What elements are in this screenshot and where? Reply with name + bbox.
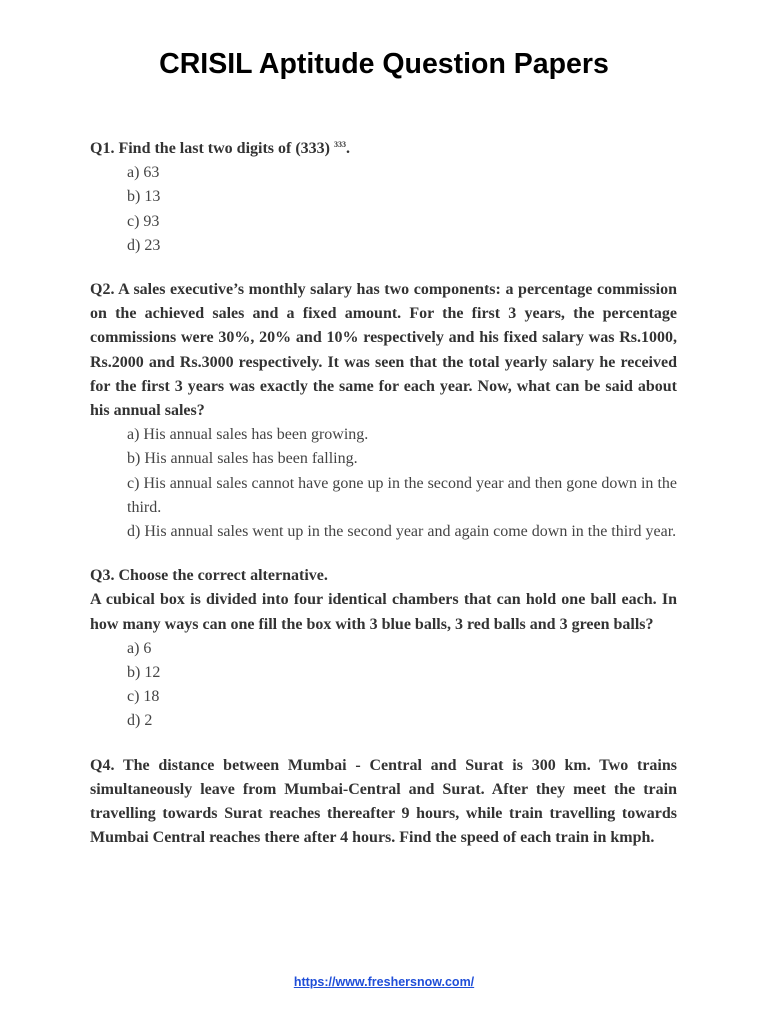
question-3-option-b: b) 12 bbox=[127, 664, 161, 682]
question-3-text: Choose the correct alternative. bbox=[118, 567, 328, 585]
question-2-option-b: b) His annual sales has been falling. bbox=[127, 450, 358, 468]
question-1-option-b: b) 13 bbox=[127, 188, 161, 206]
question-3-options bbox=[90, 637, 677, 734]
question-1-period: . bbox=[346, 140, 351, 157]
footer-link[interactable]: https://www.freshersnow.com/ bbox=[293, 975, 475, 989]
question-1-stem bbox=[90, 137, 677, 161]
question-1-option-a: a) 63 bbox=[127, 164, 160, 182]
question-3-option-c: c) 18 bbox=[127, 688, 160, 706]
question-list bbox=[90, 137, 677, 870]
question-1 bbox=[90, 137, 677, 258]
question-2-text: A sales executive’s monthly salary has two components: a percentage commission on the achieved sales and a fixed amount. For the first 3 years, the percentage commissions were 30%, 20% and 10% respectively and his fixed salary was Rs.1000, Rs.2000 and Rs.3000 respectively. It was seen that the total yearly salary he received for the first 3 years was exactly the same for each year. Now, what can be said about his annual sales? bbox=[90, 281, 677, 420]
question-1-options bbox=[90, 161, 677, 258]
question-4 bbox=[90, 754, 677, 851]
question-2-option-c: c) His annual sales cannot have gone up in the second year and then gone down in the third. bbox=[127, 474, 677, 516]
question-2-option-a: a) His annual sales has been growing. bbox=[127, 426, 369, 444]
page-footer bbox=[0, 975, 768, 989]
question-2-number: Q2. bbox=[90, 281, 115, 299]
question-3-detail: A cubical box is divided into four identical chambers that can hold one ball each. In how many ways can one fill the box with 3 blue balls, 3 red balls and 3 green balls? bbox=[90, 591, 677, 633]
question-1-exponent: 333 bbox=[334, 140, 347, 149]
question-3-stem bbox=[90, 564, 677, 588]
question-2-option-d: d) His annual sales went up in the second year and again come down in the third year. bbox=[127, 523, 677, 541]
question-4-text: The distance between Mumbai - Central and Surat is 300 km. Two trains simultaneously leave from Mumbai-Central and Surat. After they meet the train travelling towards Surat reaches thereafter 9 hours, while train travelling towards Mumbai Central reaches there after 4 hours. Find the speed of each train in kmph. bbox=[90, 756, 677, 847]
question-3-option-a: a) 6 bbox=[127, 639, 152, 657]
question-2 bbox=[90, 278, 677, 544]
question-1-option-c: c) 93 bbox=[127, 212, 160, 230]
question-3-option-d: d) 2 bbox=[127, 712, 153, 730]
page-title: CRISIL Aptitude Question Papers bbox=[159, 48, 609, 80]
question-1-text: Find the last two digits of (333) bbox=[118, 140, 331, 157]
question-1-number: Q1. bbox=[90, 140, 115, 157]
question-2-options bbox=[90, 423, 677, 544]
question-4-number: Q4. bbox=[90, 756, 115, 774]
question-1-option-d: d) 23 bbox=[127, 236, 161, 254]
question-4-stem bbox=[90, 754, 677, 851]
question-3 bbox=[90, 564, 677, 733]
question-2-stem bbox=[90, 278, 677, 423]
question-3-number: Q3. bbox=[90, 567, 115, 585]
